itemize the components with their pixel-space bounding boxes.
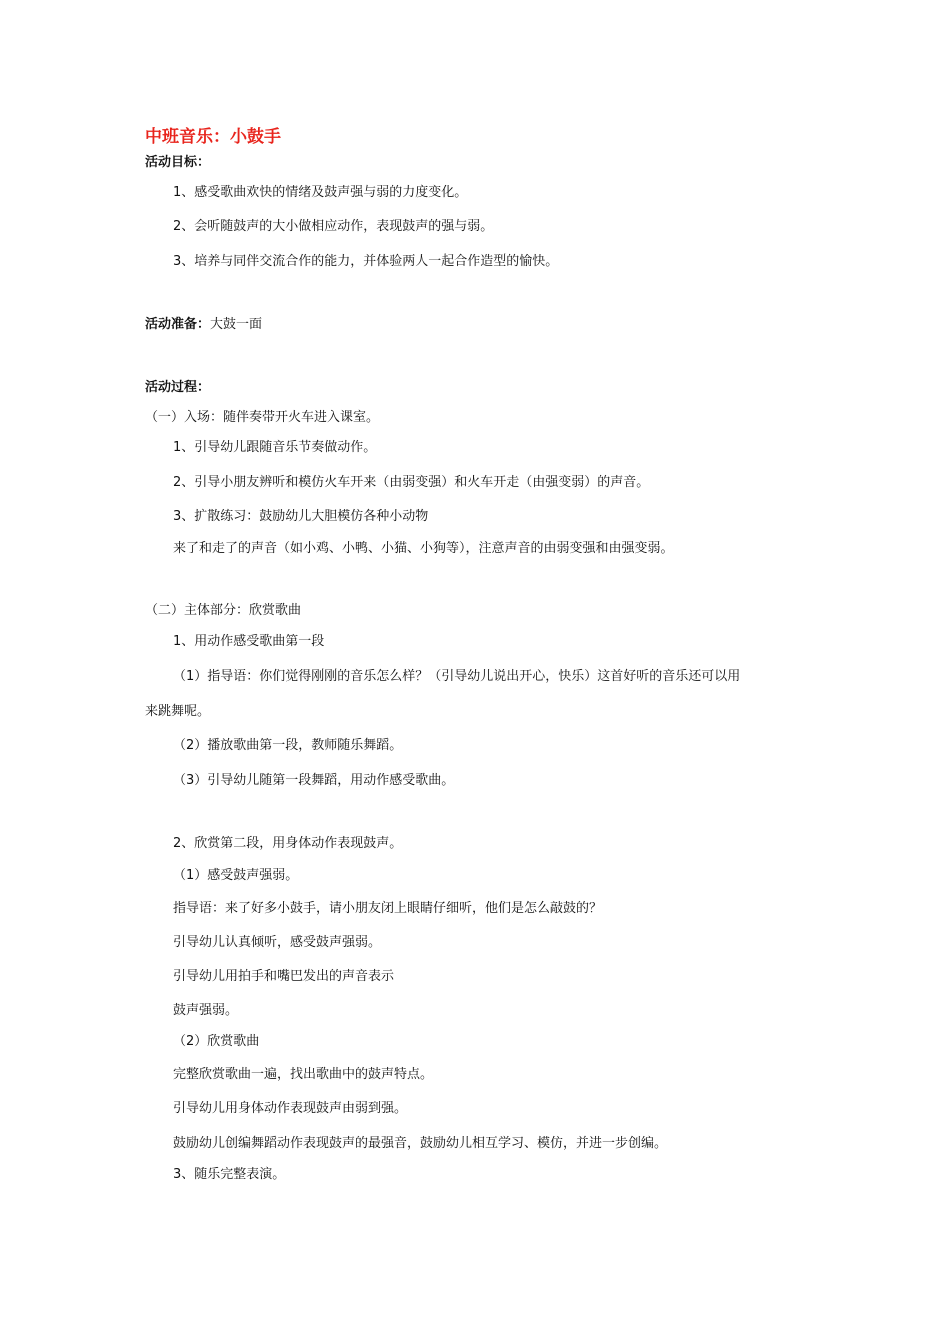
section3-title: 3、随乐完整表演。 (173, 1167, 286, 1182)
section2-line: 指导语：来了好多小鼓手，请小朋友闭上眼睛仔细听，他们是怎么敲鼓的？ (173, 901, 603, 916)
section1-title: 1、用动作感受歌曲第一段 (173, 634, 325, 649)
section2-line: 引导幼儿用身体动作表现鼓声由弱到强。 (173, 1101, 408, 1116)
preparation-text: 大鼓一面 (210, 317, 263, 332)
part1-item: 2、引导小朋友辨听和模仿火车开来（由弱变强）和火车开走（由强变弱）的声音。 (173, 475, 650, 490)
part1-item: 1、引导幼儿跟随音乐节奏做动作。 (173, 440, 377, 455)
section1-paragraph-cont: 来跳舞呢。 (145, 704, 211, 719)
section2-subtitle: （1）感受鼓声强弱。 (173, 868, 299, 883)
page-title: 中班音乐：小鼓手 (145, 127, 281, 147)
goal-item: 3、培养与同伴交流合作的能力，并体验两人一起合作造型的愉快。 (173, 254, 559, 269)
section2-line: 引导幼儿用拍手和嘴巴发出的声音表示 (173, 969, 395, 984)
section1-paragraph: （1）指导语：你们觉得刚刚的音乐怎么样？（引导幼儿说出开心，快乐）这首好听的音乐还可以用 (173, 669, 741, 684)
preparation-line (145, 316, 262, 334)
section2-line: 完整欣赏歌曲一遍，找出歌曲中的鼓声特点。 (173, 1067, 434, 1082)
process-heading: 活动过程： (145, 380, 211, 395)
preparation-heading: 活动准备： (145, 317, 211, 332)
part1-title: （一）入场：随伴奏带开火车进入课室。 (145, 410, 380, 425)
goal-item: 1、感受歌曲欢快的情绪及鼓声强与弱的力度变化。 (173, 185, 468, 200)
section1-paragraph: （2）播放歌曲第一段，教师随乐舞蹈。 (173, 738, 403, 753)
section2-line: 鼓声强弱。 (173, 1003, 239, 1018)
part1-item: 3、扩散练习：鼓励幼儿大胆模仿各种小动物 (173, 509, 429, 524)
section2-line: 引导幼儿认真倾听，感受鼓声强弱。 (173, 935, 382, 950)
section2-title: 2、欣赏第二段，用身体动作表现鼓声。 (173, 836, 403, 851)
section1-paragraph: （3）引导幼儿随第一段舞蹈，用动作感受歌曲。 (173, 773, 455, 788)
part2-title: （二）主体部分：欣赏歌曲 (145, 603, 302, 618)
goals-heading: 活动目标： (145, 155, 211, 170)
part1-item: 来了和走了的声音（如小鸡、小鸭、小猫、小狗等），注意声音的由弱变强和由强变弱。 (173, 541, 674, 556)
section2-line: 鼓励幼儿创编舞蹈动作表现鼓声的最强音，鼓励幼儿相互学习、模仿，并进一步创编。 (173, 1136, 668, 1151)
goal-item: 2、会听随鼓声的大小做相应动作，表现鼓声的强与弱。 (173, 219, 494, 234)
section2-subtitle: （2）欣赏歌曲 (173, 1034, 260, 1049)
